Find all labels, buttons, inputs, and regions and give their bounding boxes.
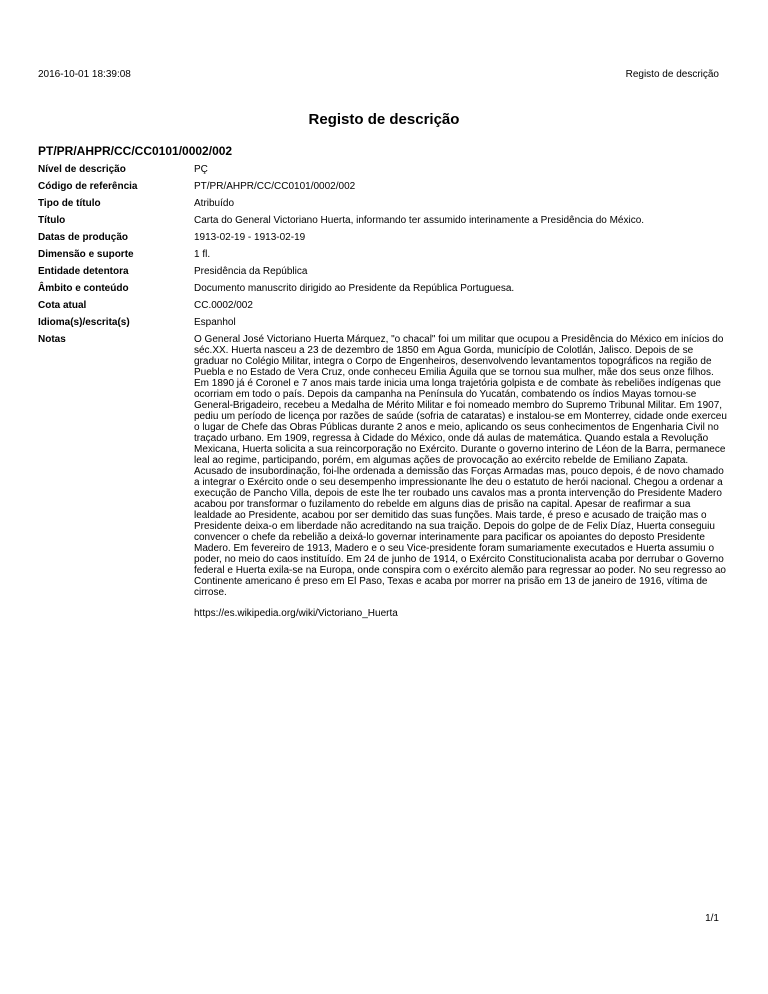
field-row-reference-code [38, 181, 728, 192]
field-label: Cota atual [38, 300, 87, 311]
field-label: Idioma(s)/escrita(s) [38, 317, 130, 328]
source-link[interactable]: https://es.wikipedia.org/wiki/Victoriano_Huerta [194, 608, 398, 619]
field-row-scope [38, 283, 728, 294]
field-label: Âmbito e conteúdo [38, 283, 129, 294]
field-row-holder [38, 266, 728, 277]
field-value: Presidência da República [194, 266, 308, 277]
field-label: Dimensão e suporte [38, 249, 134, 260]
page-title: Registo de descrição [308, 111, 460, 128]
header-doc-label: Registo de descrição [625, 69, 719, 80]
field-label: Tipo de título [38, 198, 101, 209]
page-number: 1/1 [705, 913, 719, 924]
field-label: Código de referência [38, 181, 138, 192]
field-value: 1 fl. [194, 249, 211, 260]
field-row-language [38, 317, 728, 328]
field-label: Título [38, 215, 66, 226]
field-value: Documento manuscrito dirigido ao Presidente da República Portuguesa. [194, 283, 515, 294]
field-label: Notas [38, 334, 66, 345]
field-row-call-number [38, 300, 728, 311]
field-row-notes [38, 334, 728, 619]
field-label: Datas de produção [38, 232, 129, 243]
reference-heading: PT/PR/AHPR/CC/CC0101/0002/002 [38, 144, 233, 158]
field-value: CC.0002/002 [194, 300, 253, 311]
notes-text: O General José Victoriano Huerta Márquez, "o chacal" foi um militar que ocupou a Presidência do México em inícios do séc.XX. Huerta nasceu a 23 de dezembro de 1850 em Agua Gorda, município de Colotlán, Jalisco. Depois de se graduar no Colégio Militar, integra o Corpo de Engenheiros, desenvolvendo levantamentos topográficos na região de Puebla e no Estado de Vera Cruz, onde conheceu Emilia Águila que se tornou sua mulher, mãe dos seus onze filhos. Em 1890 já é Coronel e 7 anos mais tarde inicia uma longa trajetória golpista e de combate às rebeliões indígenas que ocorriam em todo o país. Depois da campanha na Península do Yucatán, combatendo os índios Mayas tornou-se General-Brigadeiro, recebeu a Medalha de Mérito Militar e foi nomeado membro do Supremo Tribunal Militar. Em 1907, pediu um período de licença por razões de saúde (sofria de cataratas) e instalou-se em Monterrey, cidade onde exerceu o lugar de Chefe das Obras Públicas durante 2 anos e meio, aplicando os seus conhecimentos de Engenharia Civil no traçado urbano. Em 1909, regressa à Cidade do México, onde dá aulas de matemática. Quando estala a Revolução Mexicana, Huerta solicita a sua reincorporação no Exército. Durante o governo interino de Léon de la Barra, permanece leal ao regime, participando, porém, em algumas ações de provocação ao exército rebelde de Emiliano Zapata. Acusado de insubordinação, foi-lhe ordenada a demissão das Forças Armadas mas, pouco depois, é de novo chamado a integrar o Exército onde o seu desempenho impressionante lhe deu o estatuto de herói nacional. Chegou a ordenar a execução de Pancho Villa, depois de este lhe ter roubado uns cavalos mas a pronta intervenção do Presidente Madero acabou por transformar o fuzilamento do rebelde em alguns dias de prisão na capital. Apesar de reafirmar a sua lealdade ao Presidente, acabou por ser demitido das suas funções. Mais tarde, é preso e acusado de traição mas o Presidente deixa-o em liberdade não acreditando na sua traição. Depois do golpe de de Felix Díaz, Huerta conseguiu convencer o chefe da rebelião a deixá-lo governar interinamente para pacificar os apoiantes do deposto Presidente Madero. Em fevereiro de 1913, Madero e o seu Vice-presidente foram sumariamente executados e Huerta assumiu o poder, no meio do caos instituído. Em 24 de junho de 1914, o Exército Constitucionalista acaba por derrubar o Governo federal e Huerta exila-se na Europa, onde conspira com o exército alemão para regressar ao poder. No seu regresso ao Continente americano é preso em El Paso, Texas e acaba por morrer na prisão em 13 de janeiro de 1916, vítima de cirrose. [194, 334, 727, 598]
field-value: PÇ [194, 164, 208, 175]
description-table [38, 164, 728, 625]
field-row-level [38, 164, 728, 175]
field-value: 1913-02-19 - 1913-02-19 [194, 232, 306, 243]
field-value: Espanhol [194, 317, 236, 328]
field-value: Atribuído [194, 198, 235, 209]
field-value: Carta do General Victoriano Huerta, informando ter assumido interinamente a Presidência do México. [194, 215, 645, 226]
field-label: Entidade detentora [38, 266, 129, 277]
field-row-title [38, 215, 728, 226]
field-row-dates [38, 232, 728, 243]
field-value [194, 334, 728, 619]
print-timestamp: 2016-10-01 18:39:08 [38, 69, 131, 80]
field-label: Nível de descrição [38, 164, 126, 175]
field-row-extent [38, 249, 728, 260]
field-row-title-type [38, 198, 728, 209]
field-value: PT/PR/AHPR/CC/CC0101/0002/002 [194, 181, 356, 192]
